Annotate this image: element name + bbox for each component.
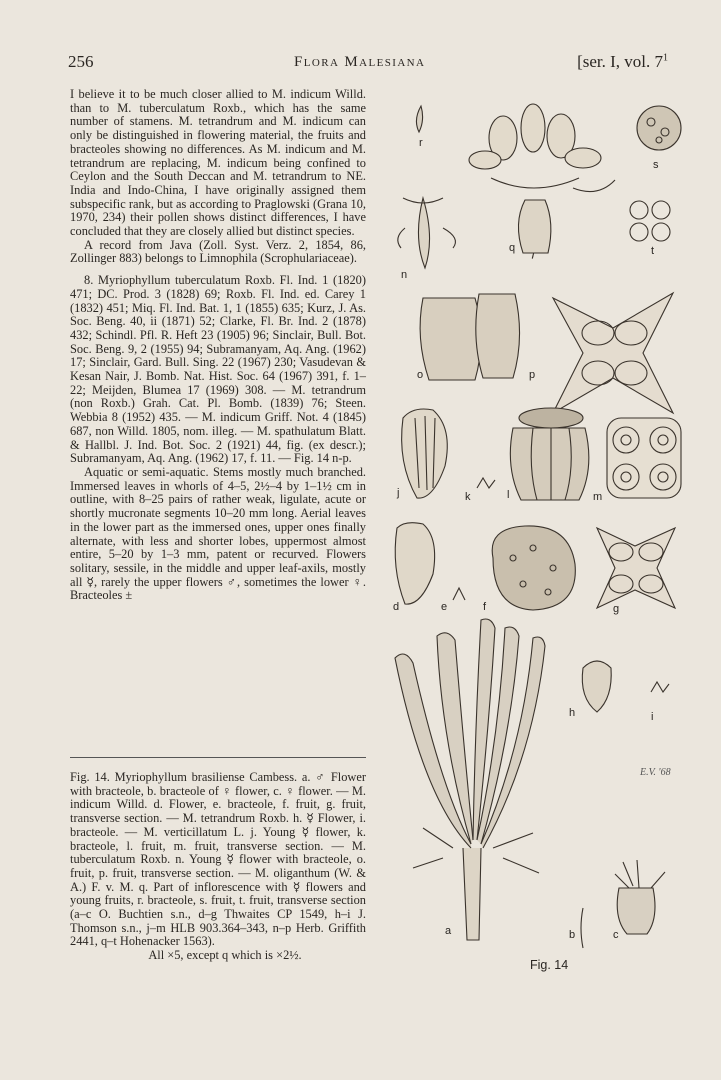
fruit-s-drawing bbox=[637, 106, 681, 150]
bracteole-e-drawing bbox=[453, 588, 465, 600]
paragraph-java-record: A record from Java (Zoll. Syst. Verz. 2, 1854, 86, Zollinger 883) belongs to Limnophila (Scrophulariaceae). bbox=[70, 237, 366, 266]
caption-magnification: All ×5, except q which is ×2½. bbox=[148, 948, 302, 963]
label-p: p bbox=[529, 369, 536, 381]
label-a: a bbox=[445, 925, 452, 937]
illustrator-signature: E.V. '68 bbox=[640, 767, 671, 778]
series-volume: [ser. I, vol. $7^1$ bbox=[577, 52, 668, 71]
label-o: o bbox=[417, 369, 424, 381]
running-title: Flora Malesiana bbox=[294, 54, 426, 70]
fruit-section-g-drawing bbox=[597, 528, 675, 608]
label-f: f bbox=[483, 601, 487, 613]
label-h: h bbox=[569, 707, 576, 719]
species-8-description: Aquatic or semi-aquatic. Stems mostly much branched. Immersed leaves in whorls of 4–5, 2½–4 by 1–1½ cm in outline, with 8–25 pairs of rather weak, ligulate, acute or shortly mucronate segments 10–20 mm long. Aerial leaves in the lower part as the immersed ones, upper ones finally alternate, with less and shorter lobes, uppermost almost entire, 5–20 by 1–3 mm, patent or recurved. Flowers solitary, sessile, in the middle and upper leaf-axils, mostly all ☿, rarely the upper flowers ♂, sometimes the lower ♀. Bracteoles ± bbox=[70, 464, 366, 603]
paragraph-pollen: I believe it to be much closer allied to M. indicum Willd. than to M. tuberculatum Roxb., which has the same number of stamens. M. tetrandrum and M. indicum can only be distinguished in flowering material, the fruits and bracteoles showing no differences. As M. indicum and M. tetrandrum are replacing, M. indicum being confined to Ceylon and the South Deccan and M. tetrandrum to NE. India and Indo-China, I have originally assigned them subspecific rank, but as according to Praglowski (Grana 10, 1970, 234) their pollen shows distinct differences, I have concluded that they are closely allied but distinct species. bbox=[70, 87, 366, 239]
label-i: i bbox=[651, 711, 654, 723]
fruit-section-t-drawing bbox=[630, 201, 670, 241]
label-c: c bbox=[613, 929, 619, 941]
label-n: n bbox=[401, 269, 408, 281]
figure-caption bbox=[70, 771, 366, 963]
flower-j-drawing bbox=[402, 409, 448, 498]
bracteole-r-drawing bbox=[416, 106, 422, 132]
label-t: t bbox=[651, 245, 655, 257]
inflorescence-q-drawing bbox=[469, 104, 615, 258]
bracteole-b-drawing bbox=[581, 908, 583, 948]
flower-d-drawing bbox=[395, 523, 434, 604]
fruit-section-p-drawing bbox=[553, 293, 673, 413]
fruit-section-m-drawing bbox=[607, 418, 681, 498]
species-8-citation: 8. Myriophyllum tuberculatum Roxb. Fl. Ind. 1 (1820) 471; DC. Prod. 3 (1828) 69; Roxb. Fl. Ind. ed. Carey 1 (1832) 451; Miq. Fl. Ind. Bat. 1, 1 (1855) 635; Kurz, J. As. Soc. Beng. 40, ii (1871) 52; Clarke, Fl. Br. Ind. 2 (1878) 432; Schindl. Pfl. R. Heft 23 (1905) 96; Sinclair, Bull. Bot. Soc. Beng. 9, 2 (1955) 94; Subramanyam, Aq. Ang. (1962) 17; Sinclair, Gard. Bull. Sing. 22 (1967) 230; Vasudevan & Kesan Nair, J. Bomb. Nat. Hist. Soc. 64 (1967) 391, f. 1–22; Meijden, Blumea 17 (1969) 308. — M. tetrandrum (non Roxb.) Grah. Cat. Pl. Bomb. (1839) 76; Steen. Webbia 8 (1952) 435. — M. indicum Griff. Not. 4 (1845) 687, non Willd. 1805, nom. illeg. — M. spathulatum Blatt. & Hallbl. J. Ind. Bot. Soc. 2 (1921) 44, fig. (ex descr.); Subramanyam, Aq. Ang. (1962) 17, f. 11. — Fig. 14 n-p. bbox=[70, 273, 366, 466]
label-k: k bbox=[465, 491, 471, 503]
figure-label: Fig. 14 bbox=[530, 958, 569, 972]
label-s: s bbox=[653, 159, 659, 171]
label-j: j bbox=[397, 487, 400, 499]
running-header bbox=[68, 52, 668, 78]
fruit-l-drawing bbox=[510, 408, 589, 500]
flower-c-drawing bbox=[615, 860, 665, 934]
label-b: b bbox=[569, 929, 576, 941]
bracteole-i-drawing bbox=[651, 682, 669, 692]
label-d: d bbox=[393, 601, 400, 613]
flower-h-drawing bbox=[582, 661, 611, 712]
botanical-plate bbox=[383, 88, 701, 988]
caption-text: Fig. 14. Myriophyllum brasiliense Cambess. a. ♂ Flower with bracteole, b. bracteole of ♀ flower, c. ♀ flower. — M. indicum Willd. d. Flower, e. bracteole, f. fruit, g. fruit, transverse section. — M. tetrandrum Roxb. h. ☿ Flower, i. bracteole. — M. verticillatum L. j. Young ☿ flower, k. bracteole, l. fruit, m. fruit, transverse section. — M. tuberculatum Roxb. n. Young ☿ flower with bracteole, o. fruit, p. fruit, transverse section. — M. oliganthum (W. & A.) F. v. M. q. Part of inflorescence with ☿ flowers and young fruits, r. bracteole, s. fruit, t. fruit, transverse section (a–c O. Buchtien s.n., d–g Thwaites CP 1549, h–i J. Thomson s.n., j–m HLB 903.364–343, n–p Herb. Griffith 2441, q–t Hohenacker 1563). bbox=[70, 770, 366, 949]
fruit-f-drawing bbox=[492, 526, 575, 610]
caption-divider bbox=[70, 757, 366, 758]
label-r: r bbox=[419, 137, 423, 149]
label-g: g bbox=[613, 603, 620, 615]
flower-n-drawing bbox=[398, 198, 456, 268]
label-l: l bbox=[507, 489, 510, 501]
label-q: q bbox=[509, 242, 516, 254]
label-e: e bbox=[441, 601, 448, 613]
label-m: m bbox=[593, 491, 603, 503]
page-number: 256 bbox=[68, 52, 94, 71]
bracteole-k-drawing bbox=[477, 478, 495, 488]
main-text bbox=[70, 88, 366, 603]
fruit-o-drawing bbox=[420, 294, 519, 380]
flower-a-drawing bbox=[395, 619, 545, 940]
